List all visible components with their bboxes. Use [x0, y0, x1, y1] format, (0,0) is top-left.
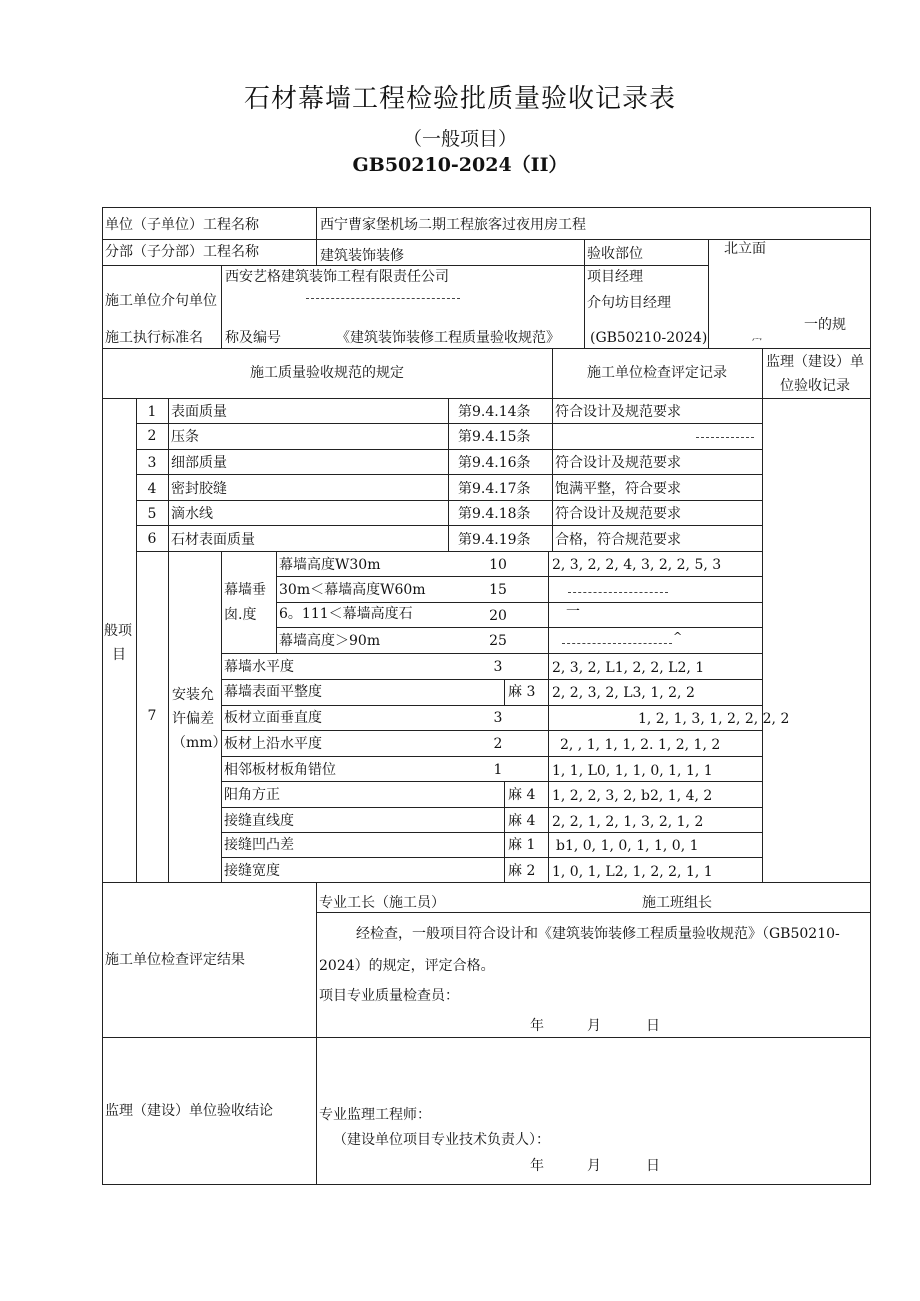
row-tolerance: 麻 3 [508, 684, 536, 700]
vertical-label-1: 幕墙垂 [224, 582, 266, 598]
row-name: 6。111＜幕墙高度石 [279, 606, 413, 622]
row-record: 2, 3, 2, L1, 2, 2, L2, 1 [552, 660, 705, 676]
row-tolerance: 20 [489, 608, 507, 624]
item-clause: 第9.4.14条 [458, 404, 531, 420]
item-no: 1 [147, 404, 157, 420]
row-tolerance: 麻 1 [508, 837, 536, 853]
row-record: 2, , 1, 1, 1, 2. 1, 2, 1, 2 [560, 737, 721, 753]
item-7-label-2: 许偏差 [172, 711, 214, 727]
vertical-label-2: 囱.度 [224, 607, 257, 623]
sub-project-value: 建筑装饰装修 [320, 248, 404, 264]
foreman-label: 专业工长（施工员） [319, 895, 445, 911]
row-name: 板材立面垂直度 [224, 710, 322, 726]
standard-label-b: 称及编号 [225, 330, 281, 346]
result-text-2: 2024）的规定，评定合格。 [319, 958, 495, 974]
item-7-label-3: （mm） [172, 735, 227, 751]
row-record: 一 [566, 604, 580, 620]
row-tolerance: 2 [493, 736, 503, 752]
row-tolerance: 10 [489, 557, 507, 573]
row-name: 幕墙高度W30m [279, 557, 381, 573]
inspect-part-label: 验收部位 [587, 246, 643, 262]
standard-label-a: 施工执行标准名 [105, 330, 203, 346]
standard-fragment: 一的规 [804, 317, 846, 333]
contractor-label: 施工单位介句单位 [105, 293, 217, 309]
contractor-value: 西安艺格建筑装饰工程有限责任公司 [225, 269, 449, 285]
row-tolerance: 25 [489, 633, 507, 649]
item-no: 5 [147, 506, 157, 522]
result-month: 月 [587, 1018, 601, 1034]
item-clause: 第9.4.17条 [458, 481, 531, 497]
item-no: 6 [147, 531, 157, 547]
row-name: 相邻板材板角错位 [224, 762, 336, 778]
inspector-label: 项目专业质量检查员： [319, 988, 459, 1004]
row-record: 1, 2, 1, 3, 1, 2, 2, 2, 2 [638, 711, 790, 727]
result-year: 年 [530, 1018, 544, 1034]
spec-header: 施工质量验收规范的规定 [250, 365, 404, 381]
row-name: 接缝直线度 [224, 813, 294, 829]
result-day: 日 [646, 1018, 660, 1034]
row-name: 接缝凹凸差 [224, 837, 294, 853]
row-name: 板材上沿水平度 [224, 736, 322, 752]
row-tolerance: 3 [493, 710, 503, 726]
item-clause: 第9.4.16条 [458, 455, 531, 471]
supervision-label: 监理（建设）单位验收结论 [105, 1103, 273, 1119]
row-record: 2, 2, 3, 2, L3, 1, 2, 2 [552, 685, 695, 701]
supervision-month: 月 [587, 1158, 601, 1174]
unit-label: 单位（子单位）工程名称 [105, 217, 259, 233]
item-7-label-1: 安装允 [172, 687, 214, 703]
item-name: 压条 [171, 429, 199, 445]
result-text-1: 经检查，一般项目符合设计和《建筑装饰装修工程质量验收规范》（GB50210- [356, 926, 840, 942]
row-name: 阳角方正 [224, 787, 280, 803]
row-record: 2, 2, 1, 2, 1, 3, 2, 1, 2 [552, 814, 704, 830]
pm-label: 项目经理 [587, 269, 643, 285]
row-record: 2, 3, 2, 2, 4, 3, 2, 2, 5, 3 [552, 557, 722, 573]
standard-code-value: (GB50210-2024) [590, 330, 708, 346]
supervision-day: 日 [646, 1158, 660, 1174]
unit-value: 西宁曹家堡机场二期工程旅客过夜用房工程 [320, 217, 586, 233]
item-record: 饱满平整，符合要求 [555, 481, 681, 497]
page-title: 石材幕墙工程检验批质量验收记录表 [243, 84, 676, 114]
item-record: 符合设计及规范要求 [555, 455, 681, 471]
row-tolerance: 15 [489, 582, 507, 598]
item-record: 符合设计及规范要求 [555, 404, 681, 420]
row-record: b1, 0, 1, 0, 1, 1, 0, 1 [556, 838, 699, 854]
item-clause: 第9.4.15条 [458, 429, 531, 445]
item-name: 表面质量 [171, 404, 227, 420]
standard-value: 《建筑装饰装修工程质量验收规范》 [336, 330, 560, 346]
result-label: 施工单位检查评定结果 [105, 952, 245, 968]
item-no: 4 [147, 481, 157, 497]
item-no: 2 [147, 428, 157, 444]
general-items-label-2: 目 [112, 647, 126, 663]
item-name: 细部质量 [171, 455, 227, 471]
supervision-header-1: 监理（建设）单 [766, 354, 864, 370]
standard-code: GB50210-2024（II） [352, 154, 568, 176]
row-tolerance: 1 [493, 762, 503, 778]
row-record: 1, 2, 2, 3, 2, b2, 1, 4, 2 [552, 788, 713, 804]
page-subtitle: （一般项目） [402, 128, 517, 150]
item-name: 密封胶缝 [171, 481, 227, 497]
row-record: 1, 1, L0, 1, 1, 0, 1, 1, 1 [552, 763, 713, 779]
check-record-header: 施工单位检查评定记录 [587, 365, 727, 381]
team-leader-label: 施工班组长 [642, 895, 712, 911]
sub-pm-label: 介句坊目经理 [587, 295, 671, 311]
item-record: 符合设计及规范要求 [555, 506, 681, 522]
row-name: 幕墙水平度 [224, 659, 294, 675]
supervision-year: 年 [530, 1158, 544, 1174]
row-tolerance: 麻 2 [508, 863, 536, 879]
owner-label: （建设单位项目专业技术负责人）： [333, 1132, 550, 1148]
item-clause: 第9.4.18条 [458, 506, 531, 522]
inspect-part-value: 北立面 [724, 241, 766, 257]
row-tolerance: 麻 4 [508, 813, 536, 829]
row-tolerance: 麻 4 [508, 787, 536, 803]
standard-fragment-2: 宀 [752, 338, 762, 348]
sub-project-label: 分部（子分部）工程名称 [105, 244, 259, 260]
row-name: 幕墙高度＞90m [279, 633, 381, 649]
item-no: 3 [147, 455, 157, 471]
item-clause: 第9.4.19条 [458, 532, 531, 548]
engineer-label: 专业监理工程师： [319, 1107, 431, 1123]
row-name: 接缝宽度 [224, 863, 280, 879]
row-name: 30m＜幕墙高度W60m [279, 582, 426, 598]
general-items-label-1: 般项 [104, 623, 132, 639]
supervision-header-2: 位验收记录 [780, 378, 850, 394]
row-record: 1, 0, 1, L2, 1, 2, 2, 1, 1 [552, 864, 713, 880]
item-name: 石材表面质量 [171, 532, 255, 548]
item-name: 滴水线 [171, 506, 213, 522]
row-name: 幕墙表面平整度 [224, 684, 322, 700]
item-7-no: 7 [147, 708, 157, 724]
row-tolerance: 3 [493, 659, 503, 675]
item-record: 合格，符合规范要求 [555, 532, 681, 548]
row-record: ^ [673, 630, 683, 643]
